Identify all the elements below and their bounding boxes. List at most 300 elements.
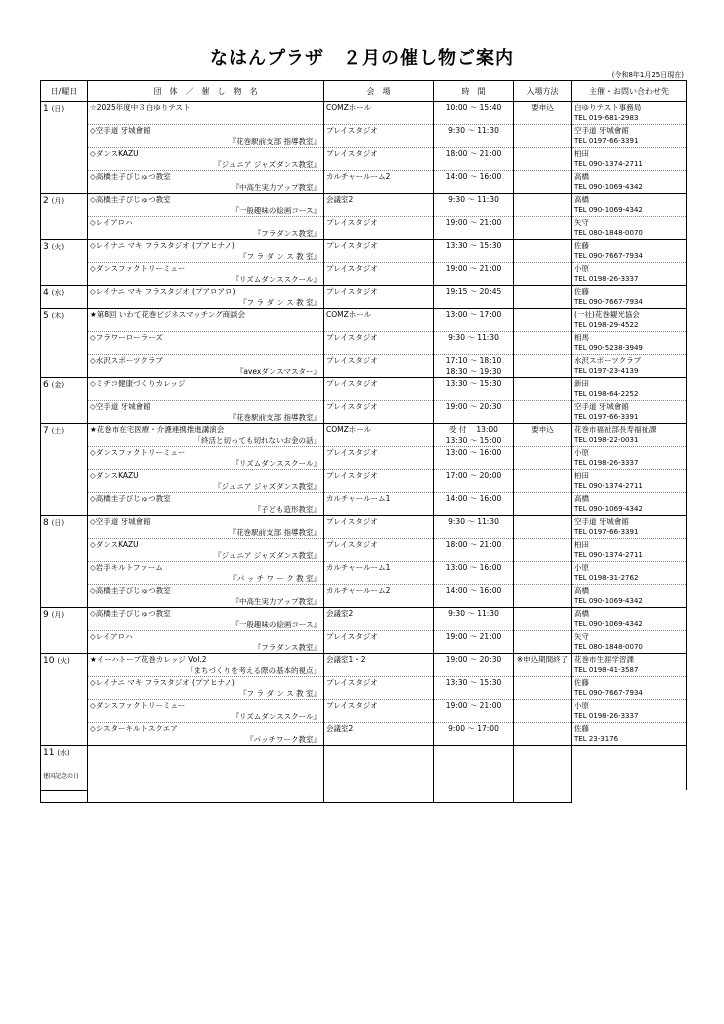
table-row	[41, 516, 687, 528]
event-name-cell: 『ジュニア ジャズダンス教室』	[88, 159, 324, 171]
contact-cell: TEL 0198-31-2762	[572, 573, 687, 585]
time-cell	[434, 136, 514, 148]
entry-method-cell	[514, 723, 572, 735]
weekday: (金)	[51, 381, 65, 389]
time-cell: 19:00 ～ 20:30	[434, 401, 514, 413]
event-name-cell: 『フ ラ ダ ン ス 教 室』	[88, 688, 324, 700]
table-row	[41, 654, 687, 666]
table-row	[41, 148, 687, 160]
time-cell: 14:00 ～ 16:00	[434, 493, 514, 505]
event-name-cell: ◇ダンスKAZU	[88, 148, 324, 160]
event-name-cell: ◇ダンスファクトリーミュー	[88, 447, 324, 459]
venue-cell: プレイスタジオ	[324, 286, 434, 298]
contact-cell: 佐藤	[572, 240, 687, 252]
time-cell	[434, 619, 514, 631]
event-name-cell	[88, 113, 324, 125]
contact-cell: 小原	[572, 562, 687, 574]
event-name-cell: ◇ダンスファクトリーミュー	[88, 263, 324, 275]
venue-cell	[324, 481, 434, 493]
contact-cell	[572, 746, 687, 758]
entry-method-cell	[514, 677, 572, 689]
table-row	[41, 665, 687, 677]
contact-cell: 花巻市生涯学習課	[572, 654, 687, 666]
event-name-cell: ◇空手道 牙城會館	[88, 516, 324, 528]
event-name-cell: 『フ ラ ダ ン ス 教 室』	[88, 251, 324, 263]
venue-cell: 会議室1・2	[324, 654, 434, 666]
event-name-cell: 『花巻駅前支部 指導教室』	[88, 412, 324, 424]
table-row	[41, 102, 687, 114]
entry-method-cell	[514, 194, 572, 206]
time-cell: 受 付 13:00	[434, 424, 514, 436]
table-row	[41, 240, 687, 252]
time-cell	[434, 746, 514, 758]
table-row	[41, 619, 687, 631]
entry-method-cell	[514, 700, 572, 712]
venue-cell	[324, 136, 434, 148]
event-name-cell: ◇レイナニ マキ フラスタジオ (プアヒナノ)	[88, 240, 324, 252]
table-row	[41, 205, 687, 217]
venue-cell: プレイスタジオ	[324, 217, 434, 229]
time-cell: 19:00 ～ 21:00	[434, 700, 514, 712]
entry-method-cell	[514, 516, 572, 528]
venue-cell: COMZホール	[324, 309, 434, 321]
venue-cell: 会議室2	[324, 608, 434, 620]
time-cell	[434, 527, 514, 539]
time-cell: 9:30 ～ 11:30	[434, 516, 514, 528]
empty-cell	[324, 790, 434, 802]
weekday: (火)	[57, 657, 70, 665]
contact-cell: TEL 0198-26-3337	[572, 458, 687, 470]
schedule-table	[40, 80, 687, 803]
venue-cell	[324, 458, 434, 470]
empty-cell	[434, 779, 514, 790]
venue-cell: プレイスタジオ	[324, 700, 434, 712]
contact-cell	[572, 757, 687, 768]
venue-cell	[324, 596, 434, 608]
contact-cell: 柏田	[572, 470, 687, 482]
empty-cell	[434, 768, 514, 779]
table-row	[41, 389, 687, 401]
event-name-cell: ◇ダンスKAZU	[88, 539, 324, 551]
event-name-cell: ★花巻市在宅医療・介護連携推進講演会	[88, 424, 324, 436]
venue-cell: カルチャールーム1	[324, 493, 434, 505]
event-name-cell	[88, 757, 324, 768]
event-name-cell: 『avexダンスマスター』	[88, 366, 324, 378]
contact-cell: 空手道 牙城會館	[572, 516, 687, 528]
table-row	[41, 688, 687, 700]
event-name-cell	[88, 343, 324, 355]
empty-cell	[514, 790, 572, 802]
entry-method-cell	[514, 412, 572, 424]
event-name-cell	[88, 389, 324, 401]
table-row	[41, 481, 687, 493]
contact-cell: TEL 080-1848-0070	[572, 642, 687, 654]
entry-method-cell	[514, 228, 572, 240]
entry-method-cell	[514, 332, 572, 344]
weekday: (火)	[51, 243, 65, 251]
entry-method-cell	[514, 527, 572, 539]
time-cell: 13:30 ～ 15:30	[434, 677, 514, 689]
entry-method-cell	[514, 435, 572, 447]
venue-cell: プレイスタジオ	[324, 125, 434, 137]
contact-cell: TEL 0197-66-3391	[572, 412, 687, 424]
venue-cell	[324, 435, 434, 447]
event-name-cell: ◇ダンスKAZU	[88, 470, 324, 482]
time-cell	[434, 642, 514, 654]
day-cell	[41, 102, 88, 194]
table-row	[41, 297, 687, 309]
event-name-cell: 『花巻駅前支部 指導教室』	[88, 136, 324, 148]
event-name-cell: ◇水沢スポーツクラブ	[88, 355, 324, 367]
table-row	[41, 723, 687, 735]
time-cell	[434, 205, 514, 217]
entry-method-cell	[514, 458, 572, 470]
entry-method-cell	[514, 136, 572, 148]
venue-cell: プレイスタジオ	[324, 539, 434, 551]
venue-cell: カルチャールーム2	[324, 585, 434, 597]
day-number: 7	[43, 426, 49, 436]
contact-cell: TEL 0198-29-4522	[572, 320, 687, 332]
entry-method-cell	[514, 355, 572, 367]
time-cell: 14:00 ～ 16:00	[434, 585, 514, 597]
table-row	[41, 734, 687, 746]
time-cell: 9:00 ～ 17:00	[434, 723, 514, 735]
event-name-cell: ◇高橋圭子びじゅつ教室	[88, 493, 324, 505]
time-cell	[434, 596, 514, 608]
contact-cell: 高橋	[572, 171, 687, 183]
contact-cell: 佐藤	[572, 286, 687, 298]
time-cell	[434, 665, 514, 677]
entry-method-cell	[514, 642, 572, 654]
empty-cell	[572, 779, 687, 790]
venue-cell	[324, 297, 434, 309]
contact-cell: 空手道 牙城會館	[572, 401, 687, 413]
event-name-cell: 『パッチワーク教室』	[88, 734, 324, 746]
contact-cell: TEL 0198-26-3337	[572, 274, 687, 286]
table-row	[41, 539, 687, 551]
table-row	[41, 527, 687, 539]
entry-method-cell	[514, 320, 572, 332]
event-name-cell: ★第8回 いわて花巻ビジネスマッチング商談会	[88, 309, 324, 321]
venue-cell: COMZホール	[324, 424, 434, 436]
venue-cell: プレイスタジオ	[324, 332, 434, 344]
contact-cell: TEL 0198-22-0031	[572, 435, 687, 447]
entry-method-cell	[514, 182, 572, 194]
day-cell	[41, 378, 88, 424]
venue-cell	[324, 573, 434, 585]
empty-cell	[324, 768, 434, 779]
venue-cell: プレイスタジオ	[324, 148, 434, 160]
day-cell	[41, 654, 88, 746]
time-cell: 13:30 ～ 15:30	[434, 240, 514, 252]
entry-method-cell	[514, 148, 572, 160]
empty-cell	[514, 779, 572, 790]
contact-cell: 水沢スポーツクラブ	[572, 355, 687, 367]
day-number: 5	[43, 311, 49, 321]
venue-cell: プレイスタジオ	[324, 263, 434, 275]
event-name-cell: ☆2025年度中３白ゆりテスト	[88, 102, 324, 114]
time-cell	[434, 182, 514, 194]
table-row	[41, 171, 687, 183]
time-cell: 18:00 ～ 21:00	[434, 148, 514, 160]
event-name-cell: ◇高橋圭子びじゅつ教室	[88, 171, 324, 183]
venue-cell	[324, 274, 434, 286]
time-cell: 18:30 ～ 19:30	[434, 366, 514, 378]
time-cell: 13:00 ～ 16:00	[434, 447, 514, 459]
contact-cell: 小原	[572, 700, 687, 712]
entry-method-cell	[514, 746, 572, 758]
event-name-cell: ◇高橋圭子びじゅつ教室	[88, 585, 324, 597]
entry-method-cell	[514, 274, 572, 286]
venue-cell: カルチャールーム1	[324, 562, 434, 574]
schedule-body	[41, 102, 687, 803]
time-cell: 14:00 ～ 16:00	[434, 171, 514, 183]
table-row	[41, 286, 687, 298]
day-cell	[41, 608, 88, 654]
venue-cell: プレイスタジオ	[324, 447, 434, 459]
time-cell: 19:00 ～ 20:30	[434, 654, 514, 666]
empty-cell	[324, 779, 434, 790]
venue-cell	[324, 113, 434, 125]
table-row	[41, 424, 687, 436]
header-time: 時 間	[434, 81, 514, 102]
entry-method-cell	[514, 470, 572, 482]
time-cell	[434, 688, 514, 700]
day-cell	[41, 424, 88, 516]
venue-cell	[324, 527, 434, 539]
time-cell: 19:00 ～ 21:00	[434, 631, 514, 643]
time-cell: 17:10 ～ 18:10	[434, 355, 514, 367]
event-name-cell: 『一般趣味の絵画コース』	[88, 619, 324, 631]
contact-cell: 小原	[572, 447, 687, 459]
venue-cell: 会議室2	[324, 194, 434, 206]
contact-cell: (一社)花巻観光協会	[572, 309, 687, 321]
table-row	[41, 217, 687, 229]
table-row	[41, 585, 687, 597]
entry-method-cell	[514, 401, 572, 413]
venue-cell: COMZホール	[324, 102, 434, 114]
venue-cell	[324, 619, 434, 631]
day-number: 10	[43, 656, 55, 666]
weekday: (土)	[51, 427, 65, 435]
day-cell	[41, 194, 88, 240]
day-number: 2	[43, 196, 49, 206]
contact-cell: 高橋	[572, 608, 687, 620]
contact-cell: TEL 23-3176	[572, 734, 687, 746]
time-cell	[434, 412, 514, 424]
time-cell	[434, 320, 514, 332]
table-row	[41, 631, 687, 643]
header-event: 団 体 ／ 催 し 物 名	[88, 81, 324, 102]
contact-cell: TEL 019-681-2983	[572, 113, 687, 125]
event-name-cell: 『ジュニア ジャズダンス教室』	[88, 550, 324, 562]
event-name-cell: ◇レイアロハ	[88, 217, 324, 229]
entry-method-cell	[514, 619, 572, 631]
time-cell: 13:30 ～ 15:30	[434, 378, 514, 390]
entry-method-cell	[514, 171, 572, 183]
entry-method-cell	[514, 343, 572, 355]
contact-cell: TEL 0197-66-3391	[572, 527, 687, 539]
table-row	[41, 136, 687, 148]
entry-method-cell: ※申込期間終了	[514, 654, 572, 666]
empty-cell	[434, 790, 514, 802]
day-number: 6	[43, 380, 49, 390]
venue-cell: プレイスタジオ	[324, 470, 434, 482]
table-row	[41, 596, 687, 608]
contact-cell: TEL 090-7667-7934	[572, 688, 687, 700]
empty-cell	[514, 768, 572, 779]
table-row	[41, 332, 687, 344]
entry-method-cell	[514, 573, 572, 585]
table-row	[41, 642, 687, 654]
table-row	[41, 493, 687, 505]
venue-cell	[324, 504, 434, 516]
contact-cell: 柏田	[572, 539, 687, 551]
header-venue: 会 場	[324, 81, 434, 102]
venue-cell	[324, 550, 434, 562]
table-row	[41, 412, 687, 424]
weekday: (月)	[51, 197, 65, 205]
day-number: 9	[43, 610, 49, 620]
entry-method-cell	[514, 757, 572, 768]
venue-cell	[324, 343, 434, 355]
time-cell	[434, 297, 514, 309]
day-number: 3	[43, 242, 49, 252]
table-row	[41, 251, 687, 263]
time-cell: 9:30 ～ 11:30	[434, 194, 514, 206]
contact-cell: TEL 090-1374-2711	[572, 159, 687, 171]
time-cell	[434, 389, 514, 401]
contact-cell: 佐藤	[572, 677, 687, 689]
entry-method-cell	[514, 608, 572, 620]
event-name-cell: 『リズムダンススクール』	[88, 711, 324, 723]
table-row	[41, 458, 687, 470]
event-name-cell: ◇フラワーローラーズ	[88, 332, 324, 344]
contact-cell: TEL 090-1069-4342	[572, 619, 687, 631]
event-name-cell: 『一般趣味の絵画コース』	[88, 205, 324, 217]
entry-method-cell	[514, 596, 572, 608]
contact-cell: TEL 0198-64-2252	[572, 389, 687, 401]
table-row	[41, 447, 687, 459]
table-row	[41, 228, 687, 240]
event-name-cell: 『フ ラ ダ ン ス 教 室』	[88, 297, 324, 309]
venue-cell	[324, 757, 434, 768]
time-cell	[434, 550, 514, 562]
venue-cell	[324, 205, 434, 217]
time-cell: 9:30 ～ 11:30	[434, 332, 514, 344]
time-cell: 19:15 ～ 20:45	[434, 286, 514, 298]
event-name-cell: ◇高橋圭子びじゅつ教室	[88, 608, 324, 620]
entry-method-cell	[514, 447, 572, 459]
table-row	[41, 779, 687, 790]
time-cell	[434, 711, 514, 723]
table-row	[41, 757, 687, 768]
entry-method-cell	[514, 309, 572, 321]
venue-cell	[324, 182, 434, 194]
venue-cell: プレイスタジオ	[324, 240, 434, 252]
entry-method-cell	[514, 159, 572, 171]
event-name-cell	[88, 320, 324, 332]
day-number: 8	[43, 518, 49, 528]
contact-cell: 高橋	[572, 493, 687, 505]
entry-method-cell	[514, 263, 572, 275]
event-name-cell: ◇ダンスファクトリーミュー	[88, 700, 324, 712]
entry-method-cell	[514, 125, 572, 137]
time-cell	[434, 343, 514, 355]
entry-method-cell	[514, 585, 572, 597]
table-row	[41, 401, 687, 413]
table-row	[41, 573, 687, 585]
table-row	[41, 274, 687, 286]
day-number: 4	[43, 288, 49, 298]
entry-method-cell	[514, 366, 572, 378]
venue-cell	[324, 734, 434, 746]
event-name-cell: 『リズムダンススクール』	[88, 458, 324, 470]
time-cell	[434, 573, 514, 585]
venue-cell	[324, 366, 434, 378]
entry-method-cell	[514, 389, 572, 401]
event-name-cell: ◇高橋圭子びじゅつ教室	[88, 194, 324, 206]
table-row	[41, 194, 687, 206]
time-cell: 17:00 ～ 20:00	[434, 470, 514, 482]
entry-method-cell: 要申込	[514, 102, 572, 114]
time-cell: 9:30 ～ 11:30	[434, 608, 514, 620]
entry-method-cell	[514, 378, 572, 390]
venue-cell: プレイスタジオ	[324, 355, 434, 367]
event-name-cell	[88, 746, 324, 758]
table-row	[41, 343, 687, 355]
header-contact: 主催・お問い合わせ先	[572, 81, 687, 102]
time-cell	[434, 757, 514, 768]
table-row	[41, 263, 687, 275]
contact-cell: 高橋	[572, 194, 687, 206]
venue-cell	[324, 389, 434, 401]
day-cell	[41, 286, 88, 309]
time-cell	[434, 274, 514, 286]
table-row	[41, 677, 687, 689]
entry-method-cell	[514, 550, 572, 562]
entry-method-cell: 要申込	[514, 424, 572, 436]
time-cell	[434, 159, 514, 171]
time-cell: 10:00 ～ 15:40	[434, 102, 514, 114]
venue-cell: 会議室2	[324, 723, 434, 735]
entry-method-cell	[514, 493, 572, 505]
venue-cell	[324, 642, 434, 654]
empty-cell	[41, 790, 88, 802]
venue-cell	[324, 665, 434, 677]
contact-cell: TEL 0198-41-3587	[572, 665, 687, 677]
entry-method-cell	[514, 688, 572, 700]
event-name-cell: 『花巻駅前支部 指導教室』	[88, 527, 324, 539]
contact-cell: TEL 090-1069-4342	[572, 205, 687, 217]
entry-method-cell	[514, 297, 572, 309]
contact-cell: 相馬	[572, 332, 687, 344]
venue-cell: プレイスタジオ	[324, 516, 434, 528]
venue-cell: プレイスタジオ	[324, 401, 434, 413]
weekday: (日)	[51, 519, 65, 527]
event-name-cell: ◇空手道 牙城會館	[88, 125, 324, 137]
table-row	[41, 182, 687, 194]
time-cell: 13:30 ～ 15:00	[434, 435, 514, 447]
event-name-cell: ◇岩手キルトファーム	[88, 562, 324, 574]
venue-cell	[324, 746, 434, 758]
day-cell	[41, 746, 88, 791]
table-row	[41, 700, 687, 712]
entry-method-cell	[514, 631, 572, 643]
entry-method-cell	[514, 562, 572, 574]
contact-cell: 空手道 牙城會館	[572, 125, 687, 137]
header-row	[41, 81, 687, 102]
